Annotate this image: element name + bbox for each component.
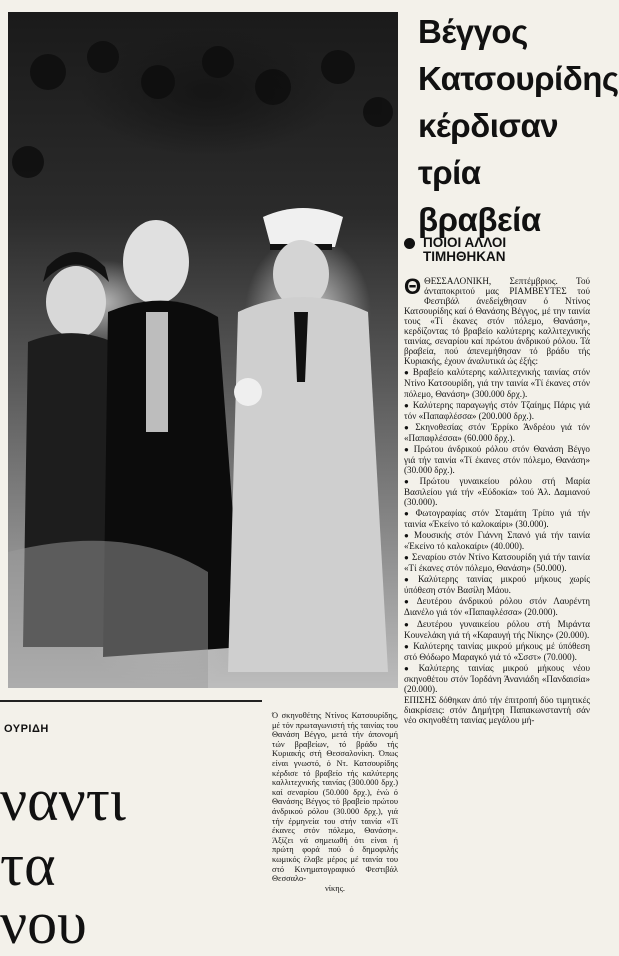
dropcap: Θ [404,274,422,299]
lower-headline-line: ναντι [0,767,126,833]
award-item: ● Φωτογραφίας στόν Σταμάτη Τρίπο γιά τήν ταινία «Έκείνο τό καλοκαίρι» (30.000). [404,508,590,529]
award-item: ● Καλύτερης ταινίας μικρού μήκους νέου σκηνοθέτου στόν Ίορδάνη Άνανιάδη «Πανδαισία» (20.000). [404,663,590,694]
photo-figures [8,12,398,688]
subhead [404,236,590,264]
photo-caption [272,711,398,893]
article-body [404,276,590,726]
award-item: ● Δευτέρου άνδρικού ρόλου στόν Λαυρέντη Διανέλο γιά τόν «Παπαφλέσσα» (20.000). [404,596,590,617]
award-item: ● Δευτέρου γυναικείου ρόλου στή Μιράντα Κουνελάκη γιά τή «Καραυγή τής Νίκης» (20.000). [404,619,590,640]
headline-line: βραβεία [418,201,541,238]
award-item: ● Πρώτου άνδρικού ρόλου στόν Θανάση Βέγγο γιά τήν ταινία «Τί έκανες στόν πόλεμο, Θανάση» (30.000 δρχ.). [404,444,590,475]
caption-text: Ό σκηνοθέτης Ντίνος Κατσουρίδης, μέ τόν πρωταγωνιστή τής ταινίας του Θανάση Βέγγο, μετά τήν άπονομή τών βραβείων, τό βράδυ τής Κυριακής στή Θεσσαλονίκη. Όπως είναι γνωστό, ό Ντ. Κατσουρίδης κέρδισε τό βραβείο τής καλύτερης καλλιτεχνικής ταινίας (300.000 δρχ.) καί σεναρίου (50.000 δρχ.), ένώ ό Θανάσης Βέγγος τό βραβείο πρώτου άνδρικού ρόλου (30.000 δρχ.), γιά τήν έρμηνεία του στήν ταινία «Τί έκανες στόν πόλεμο, Θανάση». Άξίζει νά σημειωθή ότι είναι ή πρώτη φορά πού ό δημοφιλής κωμικός έλαβε μέρος μέ ταινία του στό Κινηματογραφικό Φεστιβάλ Θεσσαλο- [272,711,398,884]
headline-line: κέρδισαν [418,107,559,144]
award-item: ● Καλύτερης παραγωγής στόν Τζαίημς Πάρις γιά τόν «Παπαφλέσσα» (200.000 δρχ.). [404,400,590,421]
article-lead [404,276,590,366]
lower-kicker: ΟΥΡΙΔΗ [4,723,49,735]
award-item: ● Βραβείο καλύτερης καλλιτεχνικής ταινίας στόν Ντίνο Κατσουρίδη, γιά την ταινία «Τί έκανες στόν πόλεμο, Θανάση» (300.000 δρχ.). [404,367,590,398]
headline-line: Βέγγος [418,13,528,50]
headline-line: τρία [418,154,481,191]
award-item: ● Καλύτερης ταινίας μικρού μήκους μέ ύπόθεση στό Θόδωρο Μαραγκό γιά τό «Σσστ» (70.000). [404,641,590,662]
bullet-icon [404,238,415,249]
award-item: ● Μουσικής στόν Γιάννη Σπανό γιά τήν ταινία «Έκείνο τό καλοκαίρι» (40.000). [404,530,590,551]
lower-headline-line: τα [0,832,56,898]
headline-line: Κατσουρίδης [418,60,619,97]
article-closing: ΕΠΙΣΗΣ δόθηκαν άπό τήν έπιτροπή δύο τιμητικές διακρίσεις: στόν Δημήτρη Παπακωνσταντή σάν νέο σκηνοθέτη ταινίας μεγάλου μή- [404,694,590,725]
headline [418,8,619,243]
award-item: ● Πρώτου γυναικείου ρόλου στή Μαρία Βασιλείου γιά τήν «Εύδοκία» τού Άλ. Δαμιανού (30.000). [404,476,590,507]
lower-headline-line: νου [0,890,87,956]
award-item: ● Σκηνοθεσίας στόν Έρρίκο Άνδρέου γιά τόν «Παπαφλέσσα» (60.000 δρχ.). [404,422,590,443]
subhead-text: ΠΟΙΟΙ ΑΛΛΟΙ ΤΙΜΗΘΗΚΑΝ [423,235,507,264]
caption-end: νίκης. [324,883,346,893]
press-photo [8,12,398,688]
award-item: ● Καλύτερης ταινίας μικρού μήκους χωρίς ύπόθεση στόν Βασίλη Μάου. [404,574,590,595]
section-divider [0,700,262,702]
award-item: ● Σεναρίου στόν Ντίνο Κατσουρίδη γιά τήν ταινία «Τί έκανες στόν πόλεμο, Θανάση» (50.000). [404,552,590,573]
lead-text: ΘΕΣΣΑΛΟΝΙΚΗ, Σεπτέμβριος. Τού άνταποκριτού μας ΡΙΑΜΒΕΥΤΕΣ τού Φεστιβάλ άνεδείχθησαν ό Ντίνος Κατσουρίδης καί ό Θανάσης Βέγγος, μέ την ταινία τους «Τί έκανες στόν πόλεμο, Θανάση», κερδίζοντας τό βραβείο καλύτερης καλλιτεχνικής ταινίας, σεναρίου καί πρώτου άνδρικού ρόλου. Τά βραβεία, πού άπενεμήθησαν τό βράδυ τής Κυριακής, έχουν άναλυτικά ώς έξής: [404,276,590,367]
